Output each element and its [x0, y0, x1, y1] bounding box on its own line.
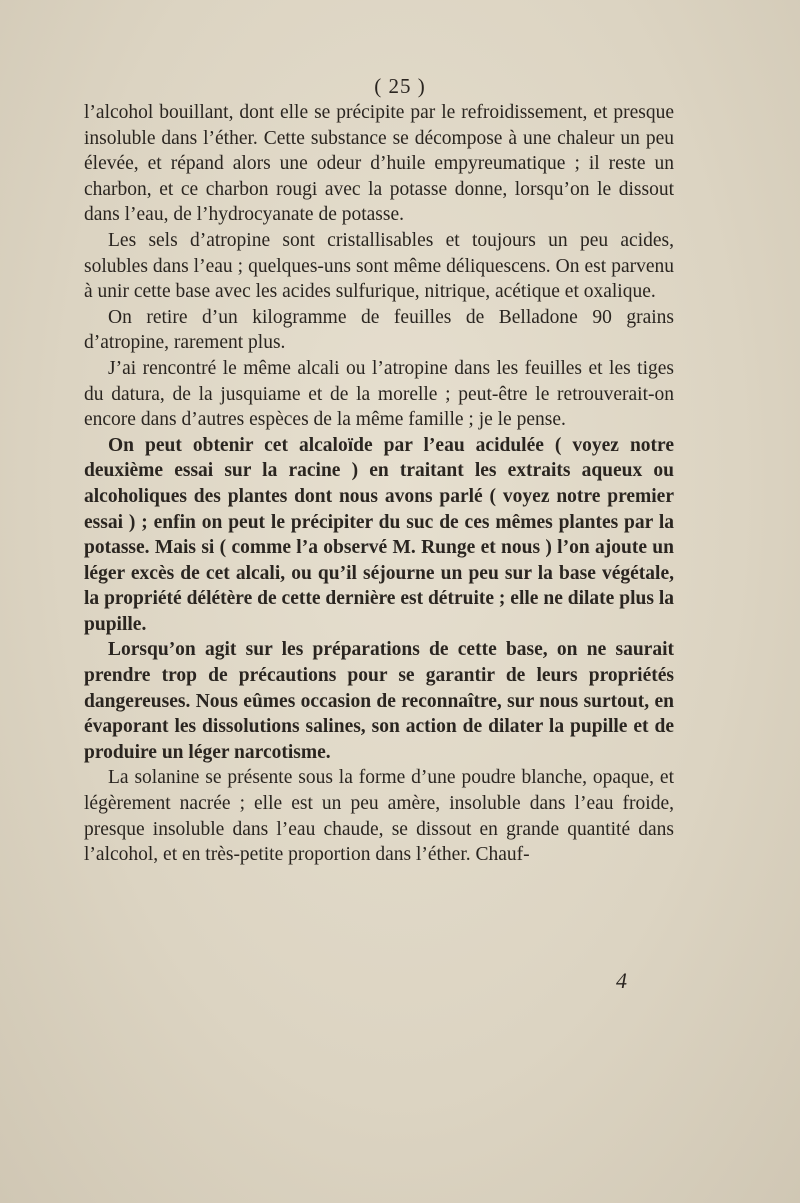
paragraph-3: On retire d’un kilogramme de feuilles de Belladone 90 grains d’atropine, rarement plus.: [84, 306, 674, 354]
paragraph-6: Lorsqu’on agit sur les préparations de cette base, on ne saurait prendre trop de précautions pour se garantir de leurs propriétés dangereuses. Nous eûmes occasion de reconnaître, sur nous surtout, en évaporant les dissolutions salines, son action de dilater la pupille et de produire un léger narcotisme.: [84, 639, 674, 763]
paragraph-1: l’alcohol bouillant, dont elle se précipite par le refroidissement, et presque insoluble dans l’éther. Cette substance se décompose à une chaleur un peu élevée, et répand alors une odeur d’huile empyreumatique ; il reste un charbon, et ce charbon rougi avec la potasse donne, lorsqu’on le dissout dans l’eau, de l’hydrocyanate de potasse.: [84, 102, 674, 226]
paragraph-5: On peut obtenir cet alcaloïde par l’eau acidulée ( voyez notre deuxième essai sur la racine ) en traitant les extraits aqueux ou alcoholiques des plantes dont nous avons parlé ( voyez notre premier essai ) ; enfin on peut le précipiter du suc de ces mêmes plantes par la potasse. Mais si ( comme l’a observé M. Runge et nous ) l’on ajoute un léger excès de cet alcali, ou qu’il séjourne un peu sur la base végétale, la propriété délétère de cette dernière est détruite ; elle ne dilate plus la pupille.: [84, 434, 674, 635]
body-text: [84, 100, 674, 868]
paragraph-4: J’ai rencontré le même alcali ou l’atropine dans les feuilles et les tiges du datura, de la jusquiame et de la morelle ; peut-être le retrouverait-on encore dans d’autres espèces de la même famille ; je le pense.: [84, 357, 674, 431]
page-number: ( 25 ): [374, 74, 426, 98]
signature-mark: 4: [616, 968, 627, 993]
paragraph-2: Les sels d’atropine sont cristallisables et toujours un peu acides, solubles dans l’eau ; quelques-uns sont même déliquescens. On est parvenu à unir cette base avec les acides sulfurique, nitrique, acétique et oxalique.: [84, 229, 674, 303]
paragraph-7: La solanine se présente sous la forme d’une poudre blanche, opaque, et légèrement nacrée ; elle est un peu amère, insoluble dans l’eau froide, presque insoluble dans l’eau chaude, se dissout en grande quantité dans l’alcohol, et en très-petite proportion dans l’éther. Chauf-: [84, 767, 674, 866]
